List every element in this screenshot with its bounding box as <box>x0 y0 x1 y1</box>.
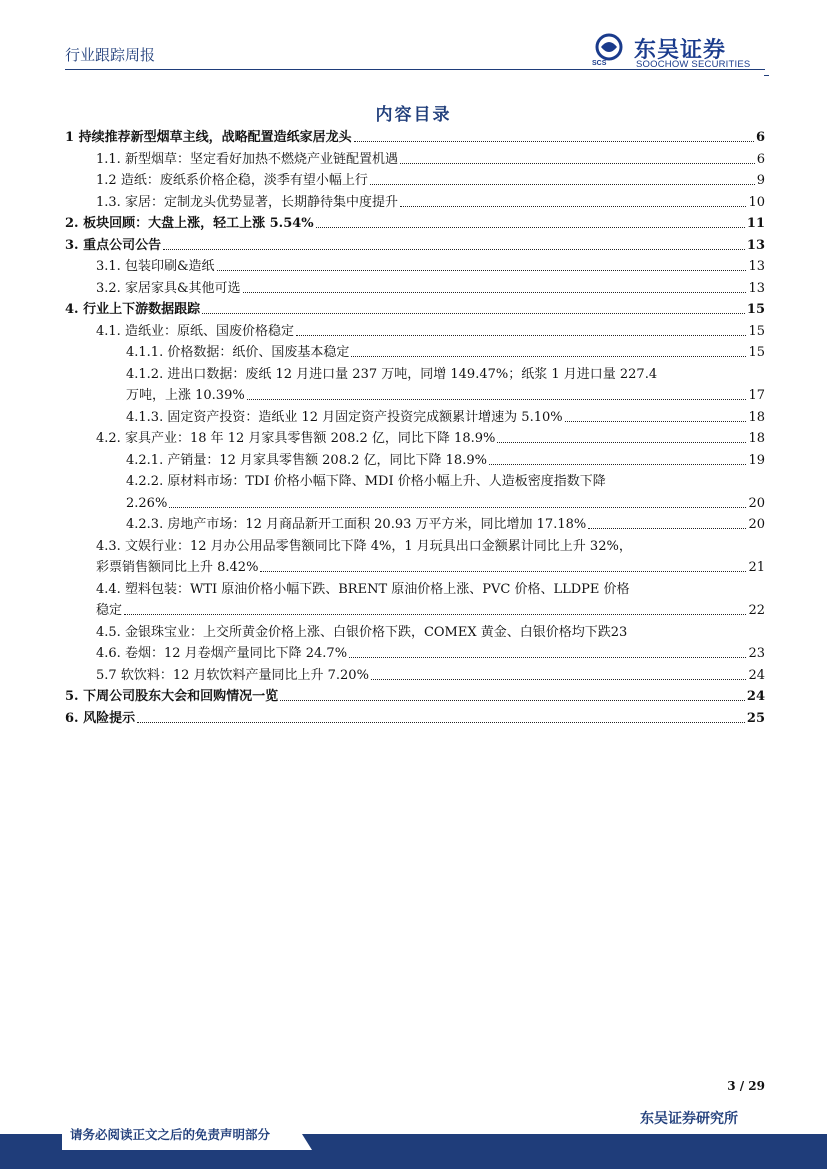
toc-entry[interactable] <box>65 130 765 145</box>
toc-entry-number: 3. <box>65 237 79 253</box>
toc-page-number: 11 <box>746 216 765 231</box>
toc-entry[interactable] <box>96 152 765 167</box>
toc-leader-dots <box>202 313 745 314</box>
toc-page-number: 13 <box>748 280 765 296</box>
firm-name: 东吴证券研究所 <box>640 1111 738 1127</box>
toc-entry-text: 行业上下游数据跟踪 <box>83 302 201 317</box>
toc-entry-text: 进出口数据：废纸 12 月进口量 237 万吨，同增 149.47%；纸浆 1 月进口量 227.4 <box>167 366 658 382</box>
toc-entry-label <box>96 324 294 339</box>
toc-entry-label <box>96 152 398 167</box>
toc-page-number: 22 <box>748 603 765 618</box>
toc-entry-number: 3.2. <box>96 280 121 296</box>
toc-entry-number: 5.7 <box>96 667 117 683</box>
toc-leader-dots <box>217 270 747 271</box>
toc-entry-text-cont: 稳定 <box>96 603 123 618</box>
toc-page-number: 17 <box>748 388 765 403</box>
toc-page-number: 13 <box>746 237 765 253</box>
toc-entry-label <box>126 410 563 425</box>
toc-leader-dots <box>280 700 745 701</box>
toc-entry[interactable] <box>65 216 765 231</box>
toc-leader-dots <box>243 292 747 293</box>
toc-entry-text: 软饮料：12 月软饮料产量同比上升 7.20% <box>120 667 369 683</box>
toc-entry[interactable] <box>96 195 765 210</box>
toc-entry-text-cont: 万吨，上涨 10.39% <box>126 388 245 403</box>
page-indicator: 3 / 29 <box>727 1079 765 1093</box>
toc-leader-dots <box>370 184 755 185</box>
toc-leader-dots <box>351 356 746 357</box>
toc-entry-label <box>96 668 369 683</box>
toc-entry-number: 4.5. <box>96 624 121 640</box>
toc-entry-text: 重点公司公告 <box>83 237 162 253</box>
toc-entry[interactable] <box>65 302 765 317</box>
toc-entry-text: 包装印刷&造纸 <box>124 259 215 274</box>
toc-title: 内容目录 <box>375 105 452 125</box>
toc-entry-number: 3.1. <box>96 259 121 274</box>
toc-entry-text: 房地产市场：12 月商品新开工面积 20.93 万平方米，同比增加 17.18% <box>167 517 587 532</box>
toc-entry-number: 4.1.2. <box>126 366 164 382</box>
disclaimer-text: 请务必阅读正文之后的免责声明部分 <box>70 1127 271 1142</box>
toc-entry-number: 1.1. <box>96 151 121 167</box>
toc-entry-label <box>96 195 398 210</box>
toc-entry-text: 原材料市场：TDI 价格小幅下降、MDI 价格小幅上升、人造板密度指数下降 <box>167 474 606 489</box>
toc-page-number: 19 <box>748 452 765 468</box>
toc-entry-text: 板块回顾：大盘上涨，轻工上涨 5.54% <box>83 216 314 231</box>
toc-entry-text: 价格数据：纸价、国废基本稳定 <box>167 345 350 360</box>
toc-entry-number: 4.1.3. <box>126 409 164 425</box>
toc-entry-number: 4.2. <box>96 431 121 446</box>
toc-entry-number: 4.2.2. <box>126 474 164 489</box>
toc-page-number: 24 <box>746 689 765 704</box>
toc-entry-label <box>65 302 200 317</box>
toc-entry-line[interactable] <box>126 367 657 382</box>
toc-entry-label <box>96 646 347 661</box>
toc-entry-line[interactable] <box>96 539 632 554</box>
toc-leader-dots <box>349 657 746 658</box>
toc-page-number: 24 <box>748 667 765 683</box>
toc-leader-dots <box>565 421 747 422</box>
toc-entry-number: 4.2.1. <box>126 452 164 468</box>
toc-entry-number: 1 <box>65 130 75 145</box>
toc-leader-dots <box>260 571 746 572</box>
toc-leader-dots <box>169 507 746 508</box>
toc-entry[interactable] <box>96 668 765 683</box>
toc-page-number: 25 <box>746 710 765 726</box>
toc-entry-number: 1.3. <box>96 194 121 210</box>
toc-leader-dots <box>400 163 755 164</box>
toc-leader-dots <box>296 335 746 336</box>
toc-entry[interactable] <box>126 410 765 425</box>
toc-page-number: 20 <box>748 495 765 511</box>
brand-logo <box>592 33 767 73</box>
header-edge-tick <box>764 75 769 76</box>
toc-entry-line[interactable] <box>96 582 630 597</box>
toc-entry-number: 1.2 <box>96 173 117 188</box>
toc-leader-dots <box>247 399 747 400</box>
toc-entry-text: 家居：定制龙头优势显著，长期静待集中度提升 <box>124 194 398 210</box>
toc-leader-dots <box>354 141 754 142</box>
toc-entry[interactable] <box>126 517 765 532</box>
toc-entry-text-cont: 2.26% <box>126 495 168 511</box>
toc-entry[interactable] <box>96 646 765 661</box>
toc-entry-label <box>126 453 487 468</box>
toc-page-number: 20 <box>748 517 765 532</box>
toc-page-number: 23 <box>610 624 628 640</box>
toc-entry-label <box>96 431 495 446</box>
toc-entry-continuation[interactable] <box>126 388 765 403</box>
toc-entry-label <box>126 345 349 360</box>
toc-entry[interactable] <box>126 453 765 468</box>
toc-entry[interactable] <box>96 431 765 446</box>
toc-page-number: 18 <box>748 431 765 446</box>
toc-leader-dots <box>163 249 745 250</box>
toc-entry-number: 6. <box>65 710 79 726</box>
toc-entry-text: 固定资产投资：造纸业 12 月固定资产投资完成额累计增速为 5.10% <box>167 409 563 425</box>
toc-entry[interactable] <box>96 173 765 188</box>
toc-entry[interactable] <box>96 281 765 296</box>
toc-leader-dots <box>497 442 746 443</box>
toc-entry-number: 4.6. <box>96 646 121 661</box>
toc-page-number: 6 <box>755 130 765 145</box>
toc-entry-label <box>65 238 161 253</box>
toc-entry[interactable] <box>96 259 765 274</box>
toc-leader-dots <box>137 722 745 723</box>
toc-entry-label <box>96 625 611 640</box>
toc-page-number: 18 <box>748 409 765 425</box>
toc-page-number: 6 <box>756 151 765 167</box>
toc-entry-label <box>65 216 314 231</box>
toc-entry-text: 塑料包装：WTI 原油价格小幅下跌、BRENT 原油价格上涨、PVC 价格、LLDPE 价格 <box>124 581 630 597</box>
toc-entry[interactable] <box>65 238 765 253</box>
toc-entry-number: 4.3. <box>96 538 121 554</box>
toc-entry-label <box>65 711 135 726</box>
toc-leader-dots <box>588 528 746 529</box>
toc-entry-number: 4.1.1. <box>126 345 164 360</box>
toc-leader-dots <box>489 464 747 465</box>
toc-entry-label <box>96 173 368 188</box>
toc-entry-line[interactable] <box>126 474 606 489</box>
toc-entry-continuation[interactable] <box>96 603 765 618</box>
toc-page-number: 13 <box>748 259 765 274</box>
toc-entry[interactable] <box>96 625 765 640</box>
toc-page-number: 15 <box>748 323 765 339</box>
logo-english-name: SOOCHOW SECURITIES <box>636 59 751 70</box>
toc-entry-number: 2. <box>65 216 79 231</box>
toc-entry-text: 造纸：废纸系价格企稳，淡季有望小幅上行 <box>120 173 368 188</box>
toc-entry[interactable] <box>126 345 765 360</box>
header-title: 行业跟踪周报 <box>65 46 156 64</box>
toc-entry-text: 产销量：12 月家具零售额 208.2 亿，同比下降 18.9% <box>167 452 487 468</box>
toc-page-number: 21 <box>748 560 765 575</box>
toc-entry-text: 金银珠宝业：上交所黄金价格上涨、白银价格下跌，COMEX 黄金、白银价格均下跌 <box>124 624 611 640</box>
toc-entry-text: 家具产业：18 年 12 月家具零售额 208.2 亿，同比下降 18.9% <box>124 431 496 446</box>
toc-entry-text: 家居家具&其他可选 <box>124 280 241 296</box>
logo-mark-text: SCS <box>592 60 607 67</box>
toc-page-number: 10 <box>748 194 765 210</box>
toc-entry-label <box>126 517 586 532</box>
toc-entry-number: 4.1. <box>96 323 121 339</box>
toc-page-number: 15 <box>748 345 765 360</box>
toc-entry-text: 下周公司股东大会和回购情况一览 <box>83 689 279 704</box>
toc-page-number: 23 <box>748 646 765 661</box>
toc-entry-continuation[interactable] <box>126 496 765 511</box>
toc-entry-text: 风险提示 <box>83 710 136 726</box>
toc-leader-dots <box>400 206 746 207</box>
toc-entry[interactable] <box>65 711 765 726</box>
toc-entry-number: 4. <box>65 302 79 317</box>
toc-entry-number: 4.4. <box>96 581 121 597</box>
toc-entry-label <box>96 281 241 296</box>
toc-leader-dots <box>371 679 747 680</box>
toc-page-number: 9 <box>756 173 765 188</box>
toc-entry-label <box>65 130 352 145</box>
toc-page-number: 15 <box>746 302 765 317</box>
toc-entry-text-cont: 彩票销售额同比上升 8.42% <box>96 560 259 575</box>
toc-entry-label <box>65 689 278 704</box>
toc-entry-text: 持续推荐新型烟草主线，战略配置造纸家居龙头 <box>78 130 352 145</box>
toc-entry-text: 文娱行业：12 月办公用品零售额同比下降 4%，1 月玩具出口金额累计同比上升 32%， <box>124 538 632 554</box>
toc-entry-text: 造纸业：原纸、国废价格稳定 <box>124 323 294 339</box>
toc-leader-dots <box>316 227 745 228</box>
toc-entry[interactable] <box>65 689 765 704</box>
toc-entry-continuation[interactable] <box>96 560 765 575</box>
toc-entry-text: 卷烟：12 月卷烟产量同比下降 24.7% <box>124 646 348 661</box>
toc-entry-number: 4.2.3. <box>126 517 164 532</box>
toc-entry-number: 5. <box>65 689 79 704</box>
toc-entry-text: 新型烟草：坚定看好加热不燃烧产业链配置机遇 <box>124 151 398 167</box>
toc-entry-label <box>96 259 215 274</box>
toc-leader-dots <box>124 614 746 615</box>
logo-chinese-name: 东吴证券 <box>634 38 727 63</box>
toc-entry[interactable] <box>96 324 765 339</box>
